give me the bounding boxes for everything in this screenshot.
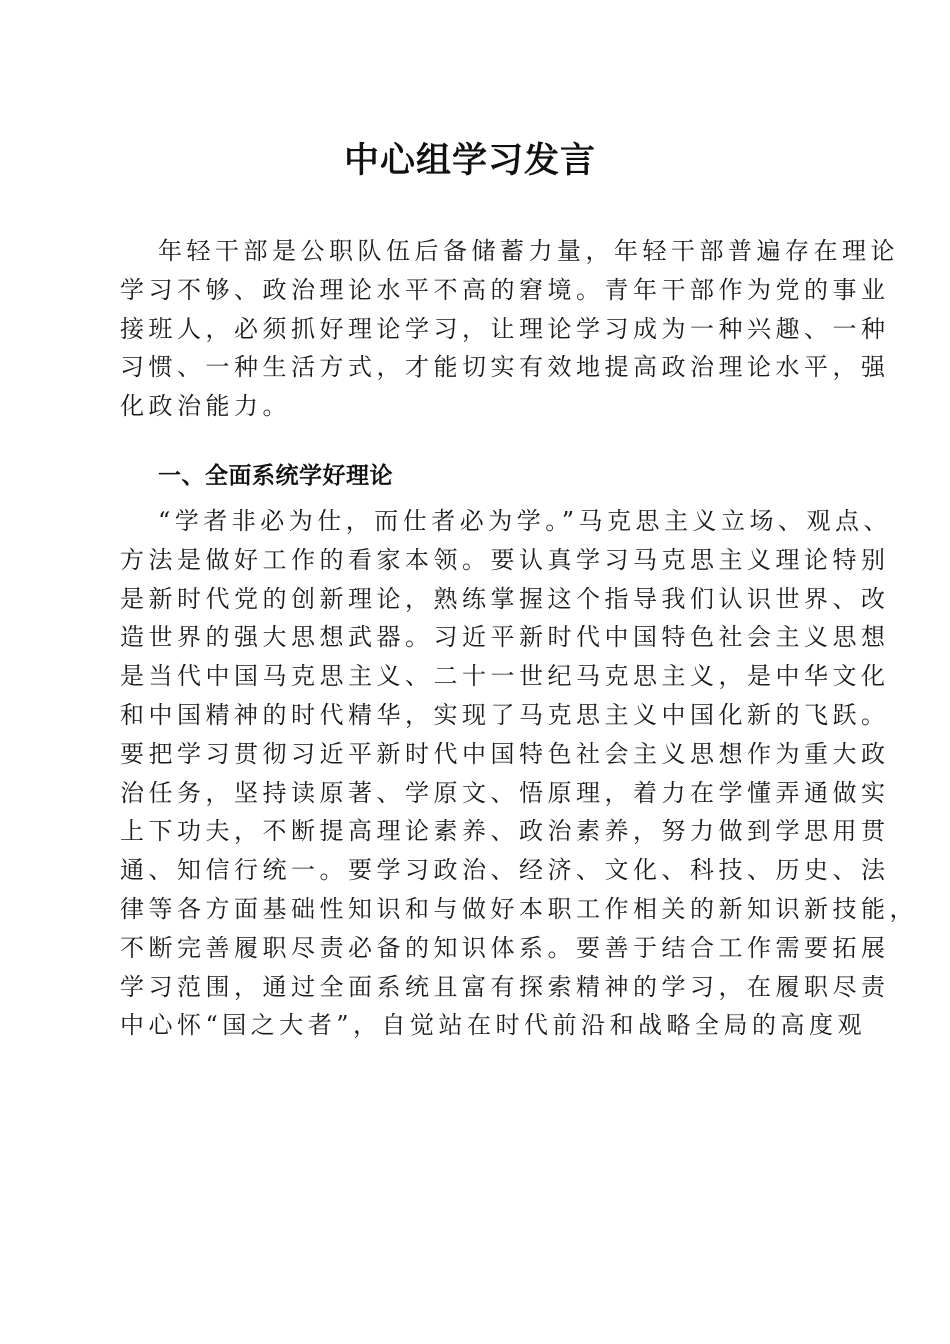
paragraph-line: 中心怀“国之大者”，自觉站在时代前沿和战略全局的高度观 xyxy=(120,1011,867,1040)
paragraph-line: 学习范围，通过全面系统且富有探索精神的学习，在履职尽责 xyxy=(120,972,890,1001)
page-title: 中心组学习发言 xyxy=(343,140,596,181)
paragraph-line: 上下功夫，不断提高理论素养、政治素养，努力做到学思用贯 xyxy=(120,817,890,846)
paragraph-line: 年轻干部是公职队伍后备储蓄力量，年轻干部普遍存在理论 xyxy=(158,237,899,265)
section-heading: 一、全面系统学好理论 xyxy=(158,463,393,489)
intro-paragraph xyxy=(120,232,899,426)
paragraph-line: 通、知信行统一。要学习政治、经济、文化、科技、历史、法 xyxy=(120,856,890,885)
paragraph-line: 不断完善履职尽责必备的知识体系。要善于结合工作需要拓展 xyxy=(120,933,890,962)
paragraph-line: 律等各方面基础性知识和与做好本职工作相关的新知识新技能， xyxy=(120,894,918,923)
paragraph-line: 接班人，必须抓好理论学习，让理论学习成为一种兴趣、一种 xyxy=(120,314,890,343)
paragraph-line: 治任务，坚持读原著、学原文、悟原理，着力在学懂弄通做实 xyxy=(120,778,890,807)
paragraph-line: 和中国精神的时代精华，实现了马克思主义中国化新的飞跃。 xyxy=(120,700,890,729)
paragraph-line: 是新时代党的创新理论，熟练掌握这个指导我们认识世界、改 xyxy=(120,584,890,613)
paragraph-line: “学者非必为仕，而仕者必为学。”马克思主义立场、观点、 xyxy=(158,507,893,535)
paragraph-line: 学习不够、政治理论水平不高的窘境。青年干部作为党的事业 xyxy=(120,275,890,304)
paragraph-line: 习惯、一种生活方式，才能切实有效地提高政治理论水平，强 xyxy=(120,353,890,382)
paragraph-line: 是当代中国马克思主义、二十一世纪马克思主义，是中华文化 xyxy=(120,662,890,691)
paragraph-line: 要把学习贯彻习近平新时代中国特色社会主义思想作为重大政 xyxy=(120,739,890,768)
paragraph-line: 造世界的强大思想武器。习近平新时代中国特色社会主义思想 xyxy=(120,623,890,652)
paragraph-line: 化政治能力。 xyxy=(120,392,291,421)
paragraph-line: 方法是做好工作的看家本领。要认真学习马克思主义理论特别 xyxy=(120,545,890,574)
section-paragraph xyxy=(120,502,918,1045)
